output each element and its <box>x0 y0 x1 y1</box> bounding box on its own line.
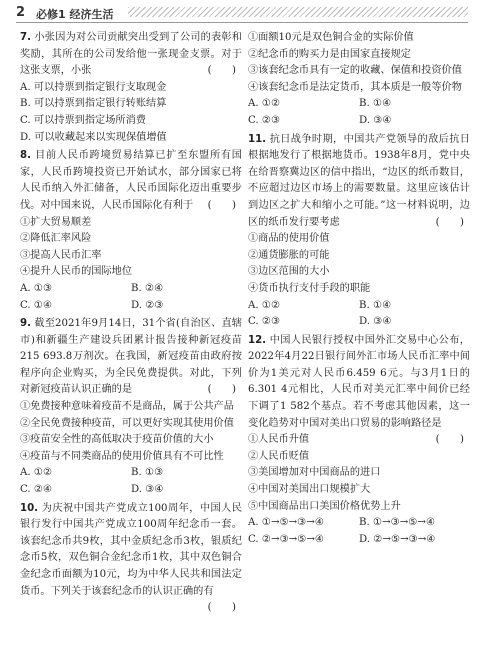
answer-blank: ( ) <box>207 199 236 211</box>
statement-item: ③边区范围的大小 <box>248 266 330 278</box>
right-column <box>248 30 470 548</box>
answer-blank: ( ) <box>435 216 464 228</box>
choice-d: D. ③④ <box>359 114 392 126</box>
question-10-continued <box>248 30 470 130</box>
choice-b: B. ①→③→⑤→④ <box>359 517 436 529</box>
choice-d: D. ②③ <box>131 299 164 311</box>
question-stem: 中国人民银行授权中国外汇交易中心公布，2022年4月22日银行间外汇市场人民币汇率中间价为1美元对人民币6.459 6元。与3月1日的6.301 4元相比，人民币对美元汇率中间价已经下调了1 582个基点。若不考虑其他因素，这一变化趋势对中国对美出口贸易的影响路径是 <box>248 334 470 429</box>
choice-a: A. ①→⑤→③→④ <box>248 517 324 529</box>
statement-item: ④疫苗与不同类商品的使用价值具有不可比性 <box>20 450 224 462</box>
choice-c: C. ②③ <box>248 114 281 126</box>
question-number: 9. <box>20 318 31 330</box>
choice-grid <box>20 465 242 498</box>
statement-item: ③提高人民币汇率 <box>20 249 102 261</box>
question-7 <box>20 30 242 146</box>
statement-item: ②全民免费接种疫苗，可以更好实现其使用价值 <box>20 417 234 429</box>
answer-blank: ( ) <box>207 384 236 396</box>
page-header <box>0 0 480 26</box>
statement-item: ②降低汇率风险 <box>20 233 92 245</box>
choice-c: C. ①④ <box>20 299 53 311</box>
question-8 <box>20 148 242 314</box>
question-stem: 目前人民币跨境贸易结算已扩至东盟所有国家，人民币跨境投资已开始试水，部分国家已将人民币纳入外汇储备，人民币国际化迈出重要步伐。对中国来说，人民币国际化有利于 <box>20 150 242 211</box>
choice-b: B. ①④ <box>359 98 392 110</box>
statement-item: ①免费接种意味着疫苗不是商品，属于公共产品 <box>20 401 234 413</box>
choice-b: B. ①④ <box>359 299 392 311</box>
question-9 <box>20 316 242 499</box>
page-number: 2 <box>16 5 26 20</box>
choice-grid <box>248 298 470 331</box>
statement-item: ①商品的使用价值 <box>248 233 330 245</box>
question-number: 10. <box>20 502 39 514</box>
question-number: 12. <box>248 334 267 346</box>
choice-grid <box>20 281 242 314</box>
question-12 <box>248 333 470 549</box>
question-stem: 小张因为对公司贡献突出受到了公司的表彰和奖励，其所在的公司发给他一张现金支票。对于这张支票，小张 <box>20 32 242 77</box>
question-11 <box>248 132 470 331</box>
statement-item: ③该套纪念币具有一定的收藏、保值和投资价值 <box>248 65 462 77</box>
answer-blank: ( ) <box>207 602 236 614</box>
statement-item: ①面额10元是双色铜合金的实际价值 <box>248 32 414 43</box>
question-stem: 截至2021年9月14日，31个省(自治区、直辖市)和新疆生产建设兵团累计报告接种新冠疫苗215 693.8万剂次。在我国，新冠疫苗由政府按程序向企业购买，为全民免费提供。对此，下列对新冠疫苗认识正确的是 <box>20 318 242 396</box>
choice-grid <box>248 96 470 129</box>
header-divider <box>16 22 468 23</box>
question-10 <box>20 501 242 614</box>
statement-item: ②纪念币的购买力是由国家直接规定 <box>248 48 411 60</box>
statement-item: ①扩大贸易顺差 <box>20 216 92 228</box>
statement-item: ⑤中国商品出口美国价格优势上升 <box>248 500 401 512</box>
question-stem: 为庆祝中国共产党成立100周年，中国人民银行发行中国共产党成立100周年纪念币一套。该套纪念币共9枚，其中金质纪念币3枚，银质纪念币5枚，双色铜合金纪念币1枚，其中双色铜合金纪念币面额为10元，均为中华人民共和国法定货币。下列关于该套纪念币的认识正确的有 <box>20 502 242 597</box>
choice-grid <box>248 515 470 548</box>
book-title: 必修1 经济生活 <box>36 8 114 21</box>
option-b: B. 可以持票到指定银行转账结算 <box>20 98 167 110</box>
question-number: 8. <box>20 150 31 162</box>
choice-b: B. ①③ <box>131 467 164 479</box>
option-c: C. 可以持票到指定场所消费 <box>20 114 146 126</box>
answer-blank: ( ) <box>207 65 236 77</box>
choice-b: B. ②④ <box>131 282 164 294</box>
choice-d: D. ③④ <box>359 316 392 328</box>
statement-item: ②通货膨胀的可能 <box>248 249 330 261</box>
choice-c: C. ②③ <box>248 316 281 328</box>
statement-item: ④中国对美国出口规模扩大 <box>248 484 371 496</box>
choice-c: C. ②→③→⑤→④ <box>248 533 325 545</box>
statement-item: ③疫苗安全性的高低取决于疫苗价值的大小 <box>20 434 214 446</box>
statement-item: ①人民币升值 <box>248 434 310 446</box>
choice-a: A. ①② <box>248 98 281 110</box>
question-number: 7. <box>20 32 31 43</box>
option-d: D. 可以收藏起来以实现保值增值 <box>20 131 167 143</box>
header-hatch-decoration <box>128 7 468 17</box>
choice-a: A. ①③ <box>20 282 53 294</box>
statement-item: ④货币执行支付手段的职能 <box>248 282 371 294</box>
choice-a: A. ①② <box>20 467 53 479</box>
question-stem: 抗日战争时期，中国共产党领导的敌后抗日根据地发行了根据地货币。1938年8月，党中央在给晋察冀边区的信中指出，“边区的纸币数目，不应超过边区市场上的需要数量。这里应该估计到边区之扩大和缩小之可能。”这一材料说明，边区的纸币发行要考虑 <box>248 133 470 228</box>
choice-c: C. ②④ <box>20 484 53 496</box>
statement-item: ④该套纪念币是法定货币，其本质是一般等价物 <box>248 81 462 93</box>
choice-d: D. ②→⑤→③→④ <box>359 533 436 545</box>
choice-d: D. ③④ <box>131 484 164 496</box>
question-number: 11. <box>248 133 267 145</box>
option-a: A. 可以持票到指定银行支取现金 <box>20 81 167 93</box>
answer-blank: ( ) <box>435 434 464 446</box>
choice-a: A. ①② <box>248 299 281 311</box>
statement-item: ②人民币贬值 <box>248 450 310 462</box>
left-column <box>20 30 242 617</box>
statement-item: ③美国增加对中国商品的进口 <box>248 467 381 479</box>
statement-item: ④提升人民币的国际地位 <box>20 266 133 278</box>
